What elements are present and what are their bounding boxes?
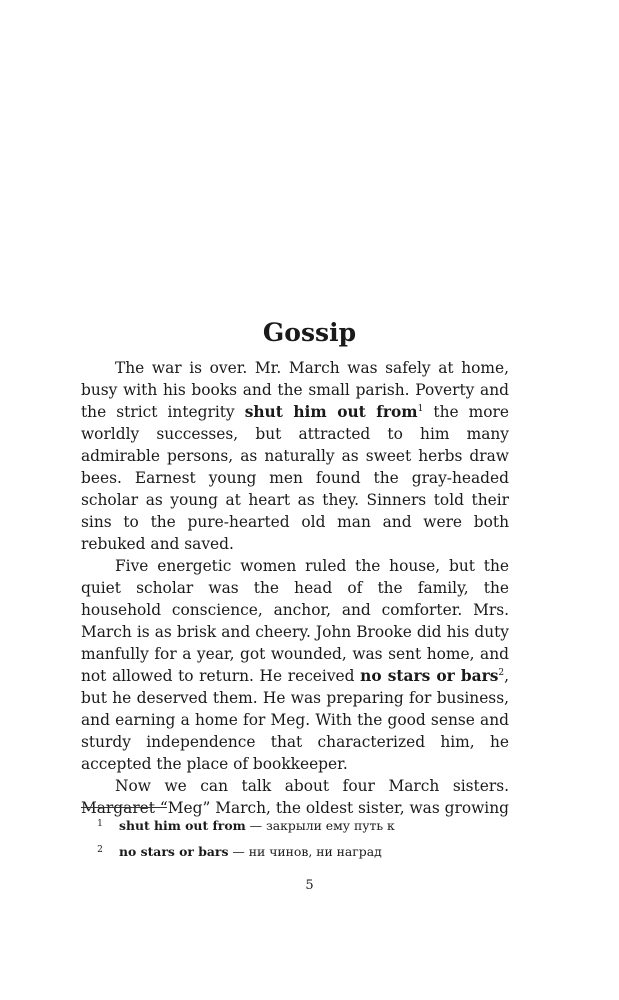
chapter-title: Gossip [262,318,357,347]
paragraph-text: , but he deserved them. He was preparing for business, and earning a home for Meg. With the good sense and sturdy independence that characterized him, he accepted the place of bookkeeper. [81,667,509,773]
footnote-divider [81,807,167,808]
paragraph-text: Five energetic women ruled the house, but the quiet scholar was the head of the family, the household conscience, anchor, and comforter. Mrs. March is as brisk and cheery. John Brooke did his duty manfully for a year, got wounded, was sent home, and not allowed to return. He received [81,557,509,685]
paragraph-1 [81,357,509,555]
footnote-translation: ни чинов, ни наград [248,844,382,859]
footnote-dash: — [249,818,263,833]
footnote-ref[interactable]: 2 [498,667,505,678]
footnote-number: 2 [97,845,103,855]
footnote-translation: закрыли ему путь к [266,818,395,833]
paragraph-text: The war is over. Mr. March was safely at home, busy with his books and the small parish. Poverty and the strict integrity [81,359,509,421]
glossed-phrase: no stars or bars [360,667,499,685]
paragraph-2 [81,555,509,775]
footnote-ref[interactable]: 1 [417,403,424,414]
paragraph-text: Now we can talk about four March sisters. Margaret “Meg” March, the oldest sister, was growing [81,777,509,817]
footnote-1 [81,812,509,838]
footnote-term: shut him out from [119,818,246,833]
footnote-term: no stars or bars [119,844,229,859]
body-text [81,357,509,819]
footnotes [81,812,509,864]
footnote-2 [81,838,509,864]
paragraph-text: the more worldly successes, but attracted to him many admirable persons, as naturally as sweet herbs draw bees. Earnest young men found the gray-headed scholar as young at heart as they. Sinners told their sins to the pure-hearted old man and were both rebuked and saved. [81,403,509,553]
footnote-number: 1 [97,819,103,829]
footnote-dash: — [232,844,245,859]
glossed-phrase: shut him out from [244,403,418,421]
page-number: 5 [305,878,314,893]
